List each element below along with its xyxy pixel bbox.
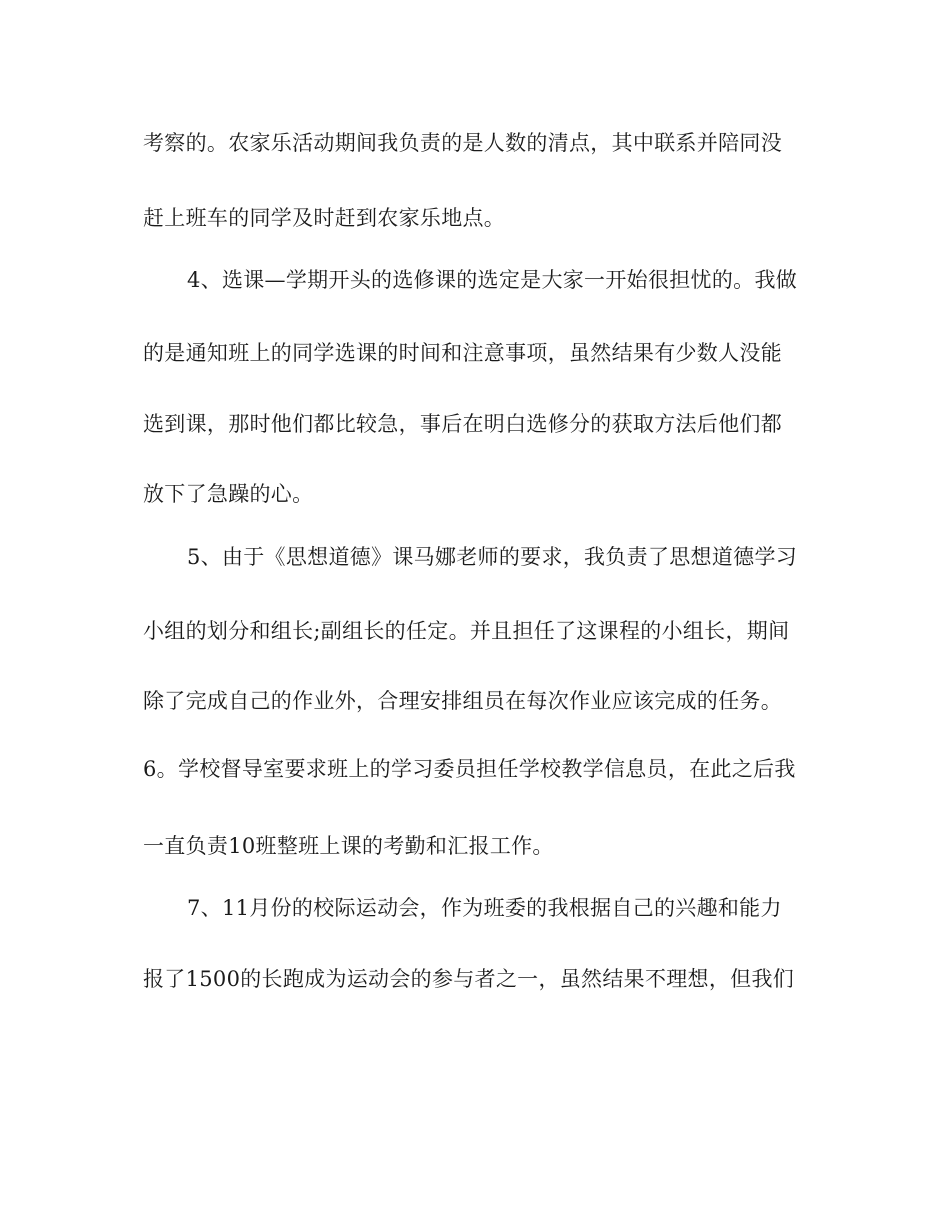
paragraph-start: 7、11月份的校际运动会，作为班委的我根据自己的兴趣和能力	[187, 896, 782, 920]
text-line: 放下了急躁的心。	[143, 482, 314, 506]
text-line: 考察的。农家乐活动期间我负责的是人数的清点，其中联系并陪同没	[143, 131, 782, 155]
text-line: 除了完成自己的作业外，合理安排组员在每次作业应该完成的任务。	[143, 689, 782, 713]
paragraph-start: 5、由于《思想道德》课马娜老师的要求，我负责了思想道德学习	[187, 545, 798, 569]
text-line: 一直负责10班整班上课的考勤和汇报工作。	[143, 834, 554, 858]
text-line: 小组的划分和组长;副组长的任定。并且担任了这课程的小组长，期间	[143, 619, 790, 643]
text-line: 报了1500的长跑成为运动会的参与者之一，虽然结果不理想，但我们	[143, 967, 795, 991]
text-line: 6。学校督导室要求班上的学习委员担任学校教学信息员，在此之后我	[143, 757, 796, 781]
paragraph-start: 4、选课—学期开头的选修课的选定是大家一开始很担忧的。我做	[187, 268, 798, 292]
text-line: 的是通知班上的同学选课的时间和注意事项，虽然结果有少数人没能	[143, 341, 782, 365]
text-line: 赶上班车的同学及时赶到农家乐地点。	[143, 206, 506, 230]
text-line: 选到课，那时他们都比较急，事后在明白选修分的获取方法后他们都	[143, 412, 782, 436]
